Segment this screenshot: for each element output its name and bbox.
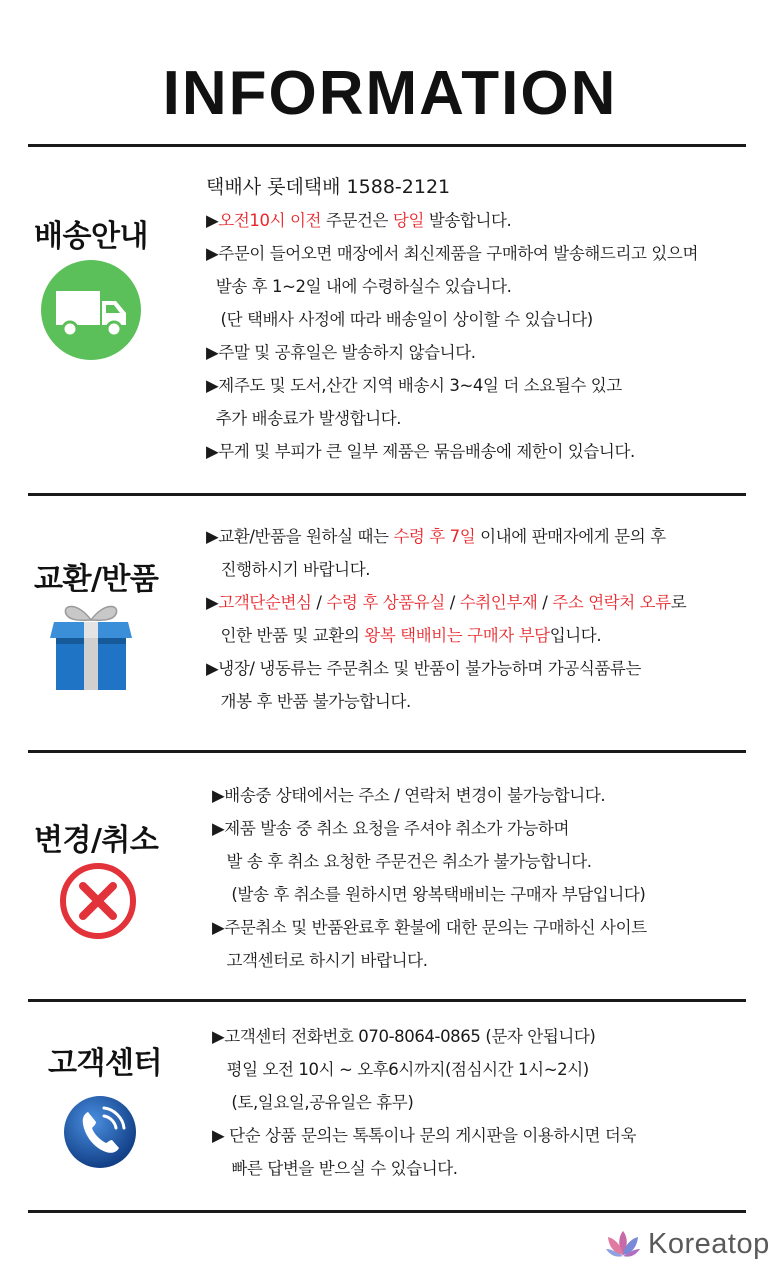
shipping-title: 배송안내 xyxy=(34,219,148,254)
shipping-line: ▶제주도 및 도서,산간 지역 배송시 3~4일 더 소요될수 있고 xyxy=(206,376,622,395)
gift-box-icon xyxy=(48,598,134,692)
exchange-line: 진행하시기 바랍니다. xyxy=(206,560,371,579)
support-line: 평일 오전 10시 ~ 오후6시까지(점심시간 1시~2시) xyxy=(212,1060,589,1079)
exchange-line: ▶냉장/ 냉동류는 주문취소 및 반품이 불가능하며 가공식품류는 xyxy=(206,659,641,678)
support-line: ▶ 단순 상품 문의는 톡톡이나 문의 게시판을 이용하시면 더욱 xyxy=(212,1126,636,1145)
support-line: ▶고객센터 전화번호 070-8064-0865 (문자 안됩니다) xyxy=(212,1027,596,1046)
support-section xyxy=(0,1002,780,1210)
cancel-section xyxy=(0,753,780,999)
exchange-line: ▶고객단순변심 / 수령 후 상품유실 / 수취인부재 / 주소 연락처 오류로 xyxy=(206,593,687,612)
cancel-line: (발송 후 취소를 원하시면 왕복택배비는 구매자 부담입니다) xyxy=(212,885,646,904)
carrier-info: 택배사 롯데택배 1588-2121 xyxy=(206,176,451,198)
exchange-line: 인한 반품 및 교환의 왕복 택배비는 구매자 부담입니다. xyxy=(206,626,602,645)
exchange-line: ▶교환/반품을 원하실 때는 수령 후 7일 이내에 판매자에게 문의 후 xyxy=(206,527,666,546)
phone-icon xyxy=(62,1094,138,1170)
exchange-line: 개봉 후 반품 불가능합니다. xyxy=(206,692,411,711)
logo-text: Koreatop xyxy=(648,1227,770,1260)
shipping-line: ▶오전10시 이전 주문건은 당일 발송합니다. xyxy=(206,211,512,230)
cancel-line: ▶제품 발송 중 취소 요청을 주셔야 취소가 가능하며 xyxy=(212,819,569,838)
shipping-line: 추가 배송료가 발생합니다. xyxy=(206,409,402,428)
support-title: 고객센터 xyxy=(48,1046,162,1081)
cancel-line: ▶배송중 상태에서는 주소 / 연락처 변경이 불가능합니다. xyxy=(212,786,606,805)
cancel-title: 변경/취소 xyxy=(34,823,159,858)
cancel-line: 고객센터로 하시기 바랍니다. xyxy=(212,951,428,970)
shipping-line: 발송 후 1~2일 내에 수령하실수 있습니다. xyxy=(206,277,512,296)
exchange-section xyxy=(0,496,780,750)
truck-icon xyxy=(40,259,142,361)
cancel-line: 발 송 후 취소 요청한 주문건은 취소가 불가능합니다. xyxy=(212,852,592,871)
brand-logo xyxy=(604,1222,770,1266)
page-title: INFORMATION xyxy=(162,59,618,128)
cancel-x-icon xyxy=(58,861,138,941)
shipping-line: ▶주말 및 공휴일은 발송하지 않습니다. xyxy=(206,343,476,362)
shipping-line: ▶주문이 들어오면 매장에서 최신제품을 구매하여 발송해드리고 있으며 xyxy=(206,244,698,263)
divider xyxy=(28,1210,746,1213)
support-line: 빠른 답변을 받으실 수 있습니다. xyxy=(212,1159,458,1178)
exchange-title: 교환/반품 xyxy=(34,562,159,597)
shipping-line: ▶무게 및 부피가 큰 일부 제품은 묶음배송에 제한이 있습니다. xyxy=(206,442,635,461)
shipping-section xyxy=(0,147,780,493)
lotus-logo-icon xyxy=(604,1229,642,1259)
shipping-line: (단 택배사 사정에 따라 배송일이 상이할 수 있습니다) xyxy=(206,310,593,329)
cancel-line: ▶주문취소 및 반품완료후 환불에 대한 문의는 구매하신 사이트 xyxy=(212,918,647,937)
support-line: (토,일요일,공유일은 휴무) xyxy=(212,1093,414,1112)
